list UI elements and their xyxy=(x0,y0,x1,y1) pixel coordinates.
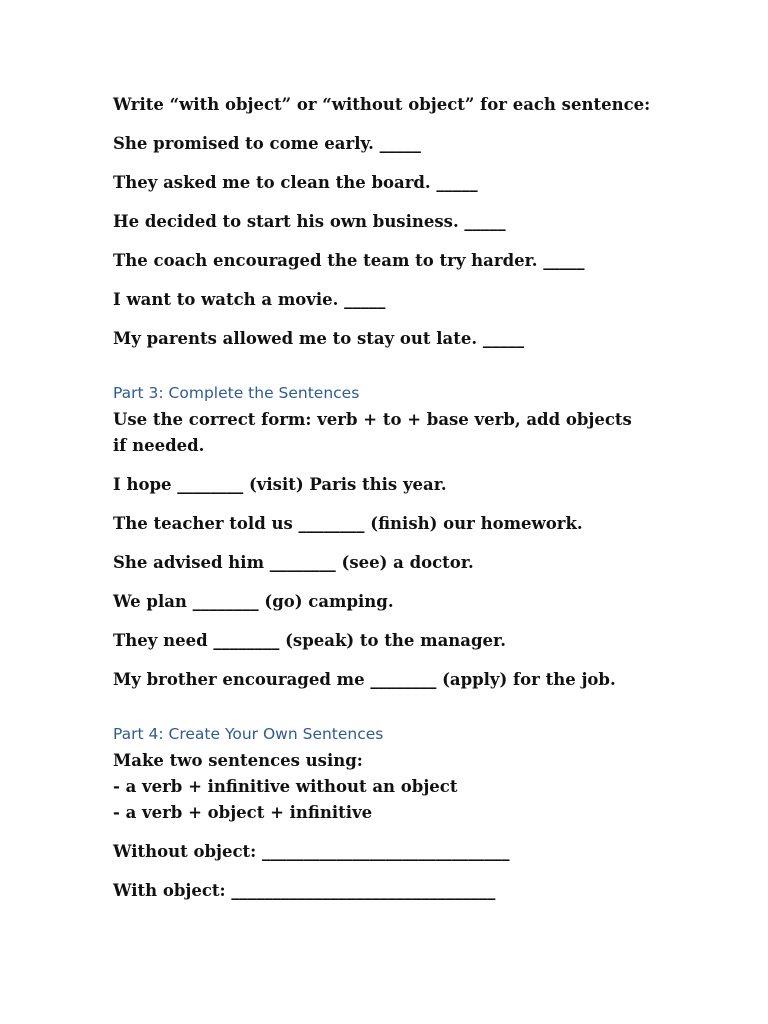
part3-instruction: Use the correct form: verb + to + base verb, add objects if needed. xyxy=(113,410,632,455)
part3-item-5: They need ________ (speak) to the manager. xyxy=(113,631,506,650)
part2-item-1: She promised to come early. _____ xyxy=(113,134,421,153)
part4-answer-without-object: Without object: ______________________________ xyxy=(113,842,510,861)
part3-item-1: I hope ________ (visit) Paris this year. xyxy=(113,475,447,494)
part2-item-4: The coach encouraged the team to try harder. _____ xyxy=(113,251,585,270)
part2-item-6: My parents allowed me to stay out late. _____ xyxy=(113,329,525,348)
part2-item-5: I want to watch a movie. _____ xyxy=(113,290,386,309)
part2-item-3: He decided to start his own business. _____ xyxy=(113,212,506,231)
part3-item-2: The teacher told us ________ (finish) our homework. xyxy=(113,514,583,533)
part4-bullet-2: - a verb + object + infinitive xyxy=(113,803,373,822)
part3-item-3: She advised him ________ (see) a doctor. xyxy=(113,553,474,572)
part3-heading: Part 3: Complete the Sentences xyxy=(113,384,360,402)
part2-item-2: They asked me to clean the board. _____ xyxy=(113,173,478,192)
part3-item-4: We plan ________ (go) camping. xyxy=(113,592,394,611)
part4-heading: Part 4: Create Your Own Sentences xyxy=(113,725,384,743)
part4-instruction: Make two sentences using: xyxy=(113,751,363,770)
part2-instruction: Write “with object” or “without object” for each sentence: xyxy=(113,95,651,114)
part3-item-6: My brother encouraged me ________ (apply) for the job. xyxy=(113,670,616,689)
part4-bullet-1: - a verb + infinitive without an object xyxy=(113,777,458,796)
part4-answer-with-object: With object: ________________________________ xyxy=(113,881,496,900)
worksheet-page xyxy=(113,92,651,904)
